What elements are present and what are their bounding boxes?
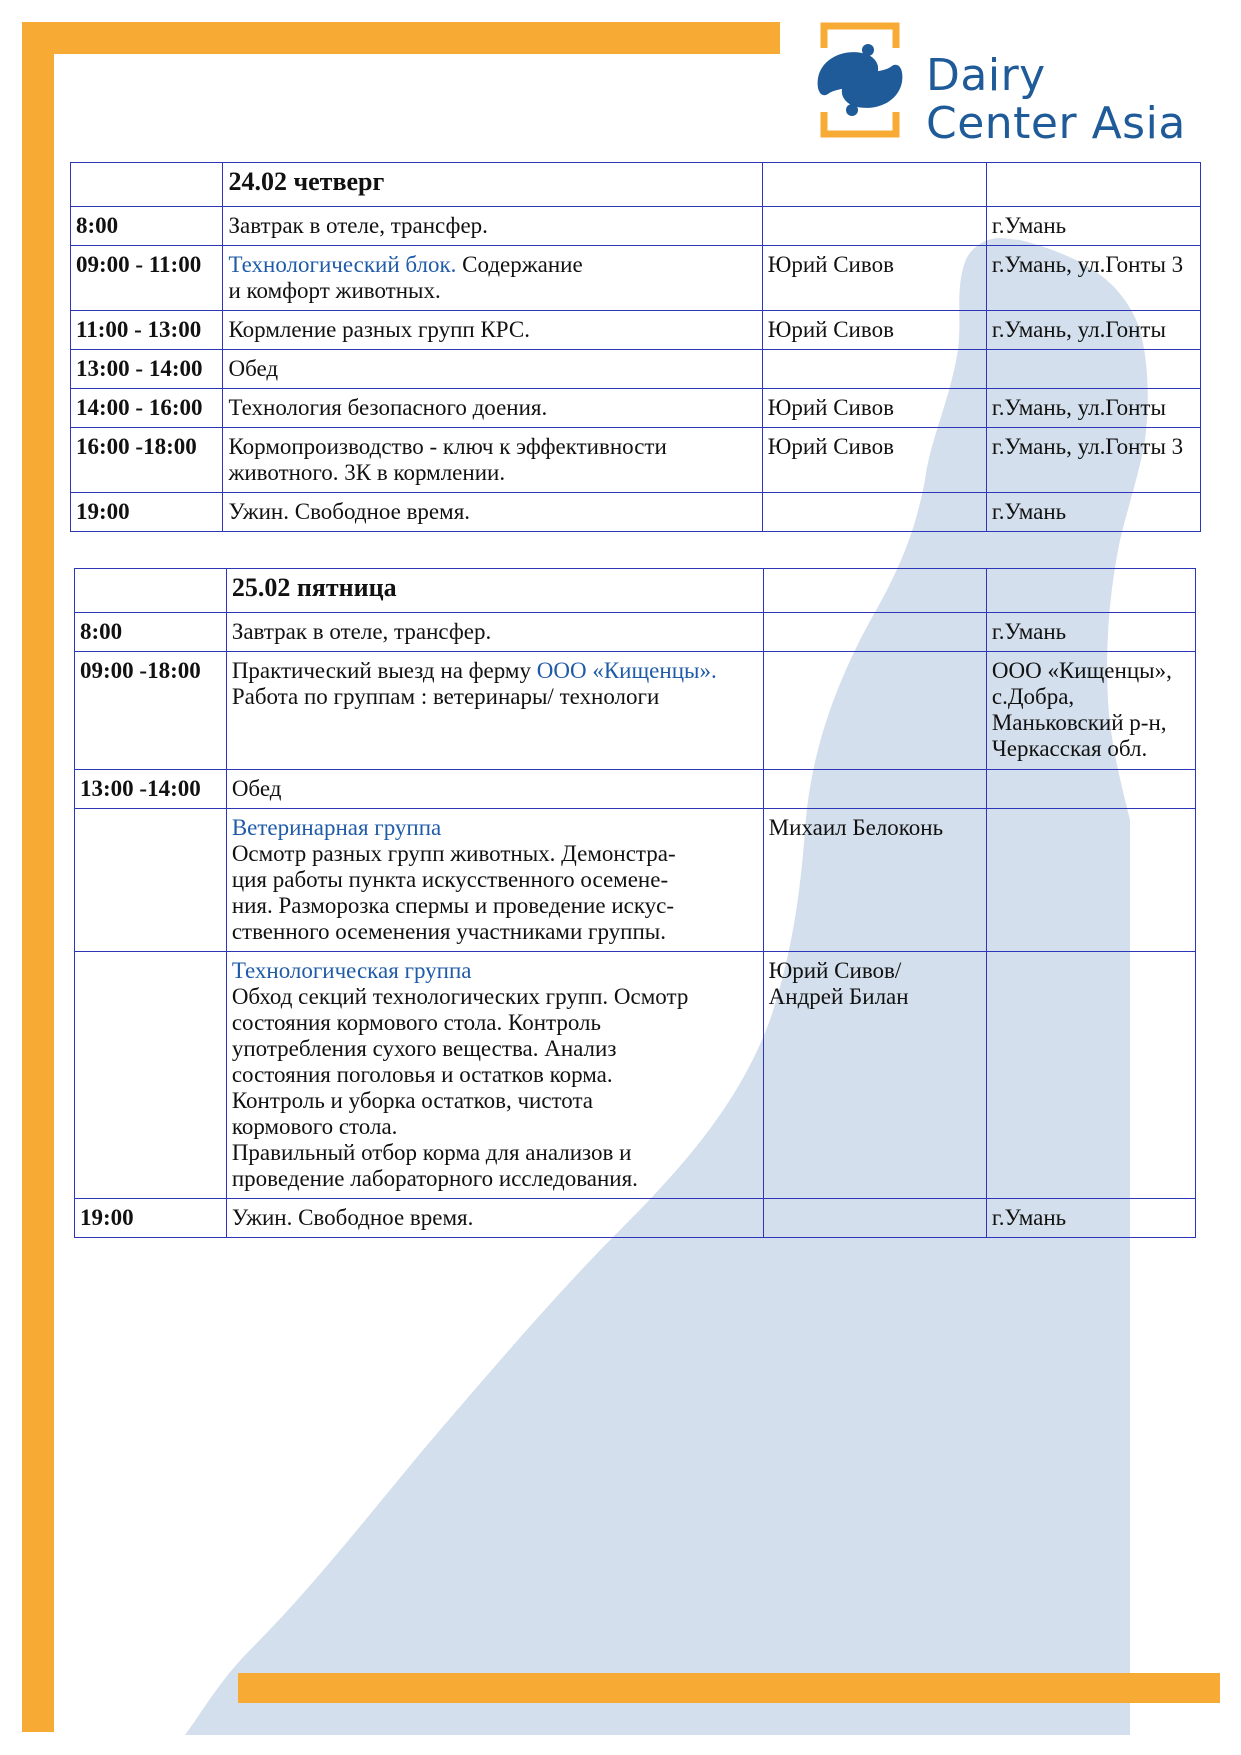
topic-highlight: Ветеринарная группа — [231, 815, 442, 840]
topic-cell: Кормопроизводство - ключ к эффективности животного. 3К в кормлении. — [223, 428, 762, 493]
table-header-row — [71, 163, 1201, 207]
topic-cell: Ужин. Свободное время. — [226, 1199, 763, 1238]
place-cell — [986, 809, 1195, 952]
time-cell: 13:00 - 14:00 — [71, 350, 223, 389]
day-title: 24.02 четверг — [223, 163, 762, 207]
table-row — [75, 1199, 1196, 1238]
topic-text: Работа по группам : ветеринары/ технологи — [231, 684, 660, 709]
place-cell — [986, 952, 1195, 1199]
table-cell — [986, 163, 1200, 207]
topic-highlight: ООО «Кищенцы». — [536, 658, 717, 683]
day-title: 25.02 пятница — [226, 569, 763, 613]
speaker-cell — [763, 613, 986, 652]
top-accent-bar — [22, 22, 780, 54]
speaker-cell: Юрий Сивов — [762, 311, 986, 350]
table-row — [75, 952, 1196, 1199]
time-cell: 8:00 — [75, 613, 227, 652]
table-row — [71, 428, 1201, 493]
table-row — [75, 652, 1196, 770]
place-cell: г.Умань — [986, 1199, 1195, 1238]
table-cell — [986, 569, 1195, 613]
speaker-cell: Юрий Сивов — [762, 389, 986, 428]
topic-text: Осмотр разных групп животных. Демонстра- ция работы пункта искусственного осемене- ния. Разморозка спермы и проведение искус- ственного осеменения участниками группы. — [231, 841, 676, 944]
time-cell: 19:00 — [75, 1199, 227, 1238]
place-cell: г.Умань — [986, 493, 1200, 532]
speaker-cell: Михаил Белоконь — [763, 809, 986, 952]
speaker-cell: Юрий Сивов/ Андрей Билан — [763, 952, 986, 1199]
topic-cell: Обед — [223, 350, 762, 389]
logo-wordmark — [926, 52, 1186, 148]
speaker-cell: Юрий Сивов — [762, 246, 986, 311]
time-cell: 16:00 -18:00 — [71, 428, 223, 493]
place-cell — [986, 350, 1200, 389]
schedule-table-day1 — [70, 162, 1201, 532]
speaker-cell — [763, 770, 986, 809]
table-cell — [762, 163, 986, 207]
time-cell: 13:00 -14:00 — [75, 770, 227, 809]
speaker-cell — [762, 207, 986, 246]
time-cell — [75, 952, 227, 1199]
topic-cell — [226, 809, 763, 952]
topic-text: Обход секций технологических групп. Осмотр состояния кормового стола. Контроль употребления сухого вещества. Анализ состояния поголовья и остатков корма. Контроль и уборка остатков, чистота кормового стола. Правильный отбор корма для анализов и проведение лабораторного исследования. — [231, 984, 689, 1191]
time-cell: 09:00 - 11:00 — [71, 246, 223, 311]
speaker-cell — [763, 1199, 986, 1238]
topic-cell: Обед — [226, 770, 763, 809]
table-row — [71, 207, 1201, 246]
bottom-accent-bar — [238, 1673, 1220, 1703]
left-accent-bar — [22, 22, 54, 1732]
time-cell: 8:00 — [71, 207, 223, 246]
table-header-row — [75, 569, 1196, 613]
place-cell: г.Умань, ул.Гонты — [986, 311, 1200, 350]
logo-line-2: Center Asia — [926, 98, 1186, 149]
topic-highlight: Технологическая группа — [231, 958, 472, 983]
time-cell — [75, 809, 227, 952]
topic-cell: Технология безопасного доения. — [223, 389, 762, 428]
place-cell: г.Умань, ул.Гонты 3 — [986, 246, 1200, 311]
topic-cell: Ужин. Свободное время. — [223, 493, 762, 532]
place-cell: г.Умань, ул.Гонты — [986, 389, 1200, 428]
table-cell — [763, 569, 986, 613]
table-row — [75, 613, 1196, 652]
speaker-cell — [763, 652, 986, 770]
place-cell: г.Умань — [986, 207, 1200, 246]
table-cell — [75, 569, 227, 613]
time-cell: 09:00 -18:00 — [75, 652, 227, 770]
speaker-cell — [762, 493, 986, 532]
speaker-cell — [762, 350, 986, 389]
time-cell: 19:00 — [71, 493, 223, 532]
time-cell: 11:00 - 13:00 — [71, 311, 223, 350]
topic-cell: Завтрак в отеле, трансфер. — [226, 613, 763, 652]
place-cell: г.Умань — [986, 613, 1195, 652]
topic-cell: Завтрак в отеле, трансфер. — [223, 207, 762, 246]
table-row — [71, 493, 1201, 532]
logo-line-1: Dairy — [926, 50, 1046, 101]
place-cell: г.Умань, ул.Гонты 3 — [986, 428, 1200, 493]
topic-cell: Кормление разных групп КРС. — [223, 311, 762, 350]
place-cell — [986, 770, 1195, 809]
table-cell — [71, 163, 223, 207]
topic-text-pre: Практический выезд на ферму — [231, 658, 537, 683]
topic-cell — [226, 952, 763, 1199]
table-row — [71, 311, 1201, 350]
table-row — [75, 809, 1196, 952]
table-row — [71, 246, 1201, 311]
topic-cell — [223, 246, 762, 311]
speaker-cell: Юрий Сивов — [762, 428, 986, 493]
schedule-table-day2 — [74, 568, 1196, 1238]
table-row — [71, 350, 1201, 389]
table-row — [71, 389, 1201, 428]
place-cell: ООО «Кищенцы», с.Добра, Маньковский р-н, Черкасская обл. — [986, 652, 1195, 770]
time-cell: 14:00 - 16:00 — [71, 389, 223, 428]
topic-text: Содержание и комфорт животных. — [228, 252, 583, 303]
topic-highlight: Технологический блок. — [228, 252, 457, 277]
table-row — [75, 770, 1196, 809]
topic-cell — [226, 652, 763, 770]
